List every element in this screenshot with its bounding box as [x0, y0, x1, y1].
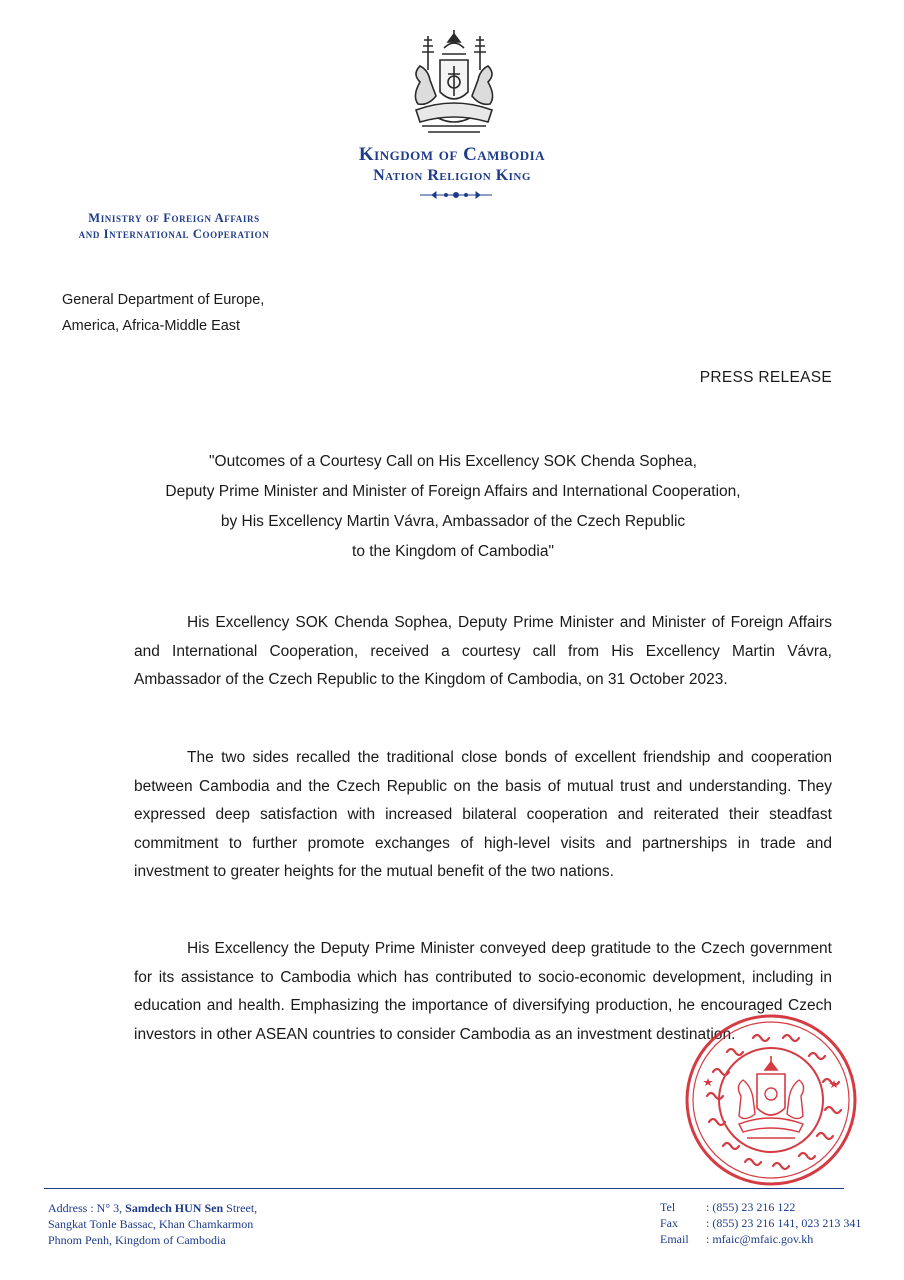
body-paragraph: The two sides recalled the traditional close bonds of excellent friendship and cooperation between Cambodia and the Czech Republic on the basis of mutual trust and understanding. They expressed deep satisfaction with increased bilateral cooperation and reiterated their steadfast commitment to further promote exchanges of high-level visits and partnerships in trade and investment to greater heights for the mutual benefit of the two nations.	[134, 749, 832, 880]
royal-coat-of-arms-icon	[398, 26, 510, 138]
body-paragraph: His Excellency SOK Chenda Sophea, Deputy Prime Minister and Minister of Foreign Affairs and International Cooperation, received a courtesy call from His Excellency Martin Vávra, Ambassador of the Czech Republic to the Kingdom of Cambodia, on 31 October 2023.	[134, 614, 832, 688]
footer-divider	[44, 1188, 844, 1189]
title-line: Deputy Prime Minister and Minister of Foreign Affairs and International Cooperation,	[165, 483, 741, 500]
body-paragraph: His Excellency the Deputy Prime Minister conveyed deep gratitude to the Czech government for its assistance to Cambodia which has contributed to socio-economic development, including in education and health. Emphasizing the importance of diversifying production, he encouraged Czech investors in other ASEAN countries to consider Cambodia as an investment destination.	[134, 940, 832, 1043]
email-value: : mfaic@mfaic.gov.kh	[706, 1232, 814, 1246]
ministry-name-line2: and International Cooperation	[78, 227, 270, 241]
press-release-label: PRESS RELEASE	[699, 369, 832, 386]
address-line2: Sangkat Tonle Bassac, Khan Chamkarmon	[48, 1217, 254, 1231]
press-release-title	[70, 447, 836, 567]
footer-address	[48, 1200, 257, 1248]
address-suffix: Street,	[223, 1201, 258, 1215]
ornament-divider-icon	[418, 190, 494, 200]
tel-label: Tel	[660, 1200, 676, 1214]
address-prefix: Address : N° 3,	[48, 1201, 126, 1215]
department-line2: America, Africa-Middle East	[62, 318, 241, 334]
footer-contact	[660, 1199, 861, 1247]
title-line: to the Kingdom of Cambodia"	[352, 543, 554, 560]
national-motto: Nation Religion King	[373, 167, 531, 184]
department-line1: General Department of Europe,	[62, 292, 265, 308]
address-street: Samdech HUN Sen	[125, 1201, 224, 1215]
email-label: Email	[660, 1232, 689, 1246]
tel-value: : (855) 23 216 122	[706, 1200, 796, 1214]
ministry-seal-stamp	[683, 1012, 859, 1188]
title-line: by His Excellency Martin Vávra, Ambassador of the Czech Republic	[220, 513, 686, 530]
fax-value: : (855) 23 216 141, 023 213 341	[706, 1216, 862, 1230]
ministry-name-line1: Ministry of Foreign Affairs	[88, 211, 260, 225]
fax-label: Fax	[660, 1216, 678, 1230]
kingdom-title: Kingdom of Cambodia	[358, 144, 546, 165]
title-line: "Outcomes of a Courtesy Call on His Excellency SOK Chenda Sophea,	[209, 453, 697, 470]
address-line3: Phnom Penh, Kingdom of Cambodia	[48, 1233, 226, 1247]
